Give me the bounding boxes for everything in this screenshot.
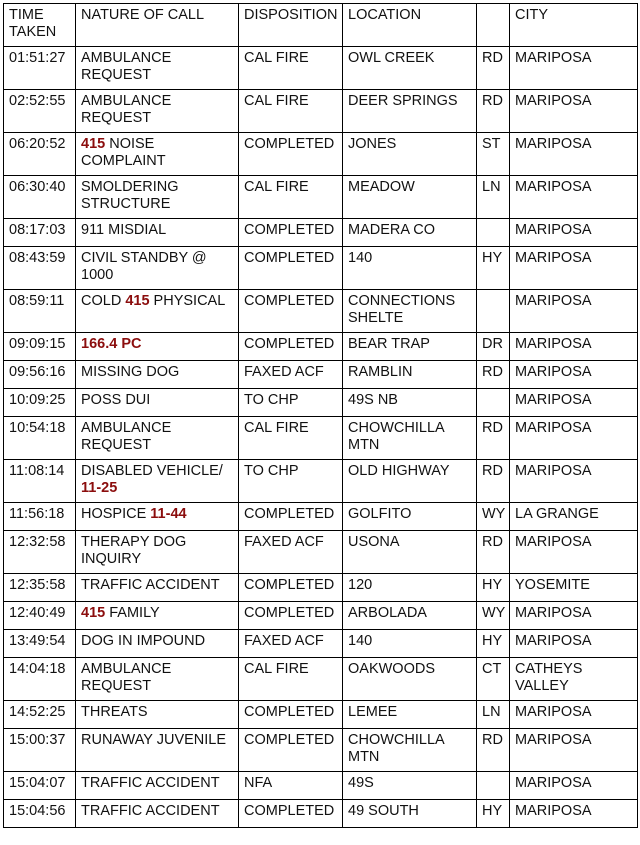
cell-street-suffix: RD <box>477 361 510 389</box>
cell-city: MARIPOSA <box>510 219 638 247</box>
nature-text: RUNAWAY JUVENILE <box>81 732 227 748</box>
nature-text: TRAFFIC ACCIDENT <box>81 775 220 791</box>
cell-street-suffix: RD <box>477 417 510 460</box>
cell-nature-of-call <box>76 90 239 133</box>
cell-city: MARIPOSA <box>510 729 638 772</box>
cell-city: MARIPOSA <box>510 389 638 417</box>
table-row <box>4 47 638 90</box>
cell-disposition: COMPLETED <box>239 602 343 630</box>
cell-nature-of-call <box>76 389 239 417</box>
cell-disposition: COMPLETED <box>239 800 343 828</box>
table-row <box>4 290 638 333</box>
table-row <box>4 602 638 630</box>
cell-time-taken: 11:08:14 <box>4 460 76 503</box>
cell-city: MARIPOSA <box>510 133 638 176</box>
cell-time-taken: 08:59:11 <box>4 290 76 333</box>
cell-nature-of-call <box>76 47 239 90</box>
cell-time-taken: 09:09:15 <box>4 333 76 361</box>
cell-city: MARIPOSA <box>510 333 638 361</box>
cell-street-suffix: RD <box>477 460 510 503</box>
cell-location: JONES <box>343 133 477 176</box>
cell-disposition: COMPLETED <box>239 219 343 247</box>
cell-time-taken: 12:32:58 <box>4 531 76 574</box>
nature-text: DOG IN IMPOUND <box>81 633 206 649</box>
cell-disposition: CAL FIRE <box>239 658 343 701</box>
cell-city: LA GRANGE <box>510 503 638 531</box>
header-city: CITY <box>510 4 638 47</box>
table-row <box>4 133 638 176</box>
nature-text: AMBULANCE REQUEST <box>81 93 172 126</box>
cell-location: 49 SOUTH <box>343 800 477 828</box>
cell-location: 49S <box>343 772 477 800</box>
cell-time-taken: 15:00:37 <box>4 729 76 772</box>
nature-text: TRAFFIC ACCIDENT <box>81 577 220 593</box>
nature-text: CIVIL STANDBY @ 1000 <box>81 250 207 283</box>
cell-location: LEMEE <box>343 701 477 729</box>
cell-street-suffix: WY <box>477 503 510 531</box>
cell-city: MARIPOSA <box>510 361 638 389</box>
cell-street-suffix: CT <box>477 658 510 701</box>
cell-street-suffix: LN <box>477 701 510 729</box>
cell-street-suffix: RD <box>477 531 510 574</box>
code-highlight: 415 <box>125 293 150 309</box>
cell-street-suffix: HY <box>477 247 510 290</box>
cell-nature-of-call <box>76 219 239 247</box>
nature-text: HOSPICE <box>81 506 151 522</box>
nature-text: AMBULANCE REQUEST <box>81 50 172 83</box>
cell-disposition: COMPLETED <box>239 729 343 772</box>
cell-disposition: FAXED ACF <box>239 630 343 658</box>
cell-location: CHOWCHILLA MTN <box>343 729 477 772</box>
cell-city: MARIPOSA <box>510 701 638 729</box>
nature-text: TRAFFIC ACCIDENT <box>81 803 220 819</box>
cell-nature-of-call <box>76 729 239 772</box>
cell-nature-of-call <box>76 630 239 658</box>
nature-text: PHYSICAL <box>149 293 226 309</box>
cell-nature-of-call <box>76 247 239 290</box>
cell-nature-of-call <box>76 800 239 828</box>
cell-nature-of-call <box>76 460 239 503</box>
cell-location: 140 <box>343 630 477 658</box>
nature-text: AMBULANCE REQUEST <box>81 420 172 453</box>
table-row <box>4 90 638 133</box>
table-row <box>4 772 638 800</box>
cell-city: MARIPOSA <box>510 247 638 290</box>
cell-time-taken: 13:49:54 <box>4 630 76 658</box>
table-row <box>4 417 638 460</box>
table-row <box>4 729 638 772</box>
table-row <box>4 219 638 247</box>
cell-nature-of-call <box>76 602 239 630</box>
cell-location: 140 <box>343 247 477 290</box>
cell-time-taken: 15:04:56 <box>4 800 76 828</box>
cell-city: MARIPOSA <box>510 417 638 460</box>
cell-street-suffix <box>477 389 510 417</box>
cell-disposition: CAL FIRE <box>239 47 343 90</box>
cell-city: YOSEMITE <box>510 574 638 602</box>
cell-time-taken: 06:20:52 <box>4 133 76 176</box>
cell-city: MARIPOSA <box>510 290 638 333</box>
code-highlight: 415 <box>81 605 106 621</box>
cell-disposition: COMPLETED <box>239 247 343 290</box>
cell-location: BEAR TRAP <box>343 333 477 361</box>
cell-city: MARIPOSA <box>510 176 638 219</box>
nature-text: COLD <box>81 293 126 309</box>
cell-city: MARIPOSA <box>510 531 638 574</box>
cell-nature-of-call <box>76 290 239 333</box>
cell-nature-of-call <box>76 503 239 531</box>
cell-disposition: TO CHP <box>239 460 343 503</box>
code-highlight: 166.4 PC <box>81 336 142 352</box>
cell-time-taken: 14:52:25 <box>4 701 76 729</box>
table-row <box>4 247 638 290</box>
cell-nature-of-call <box>76 361 239 389</box>
header-location: LOCATION <box>343 4 477 47</box>
cell-city: MARIPOSA <box>510 90 638 133</box>
nature-text: POSS DUI <box>81 392 151 408</box>
header-time-taken: TIME TAKEN <box>4 4 76 47</box>
code-highlight: 11-44 <box>150 506 187 522</box>
cell-disposition: COMPLETED <box>239 503 343 531</box>
cell-time-taken: 08:17:03 <box>4 219 76 247</box>
cell-time-taken: 06:30:40 <box>4 176 76 219</box>
cell-location: MADERA CO <box>343 219 477 247</box>
cell-time-taken: 15:04:07 <box>4 772 76 800</box>
call-log-table <box>3 3 638 828</box>
cell-nature-of-call <box>76 176 239 219</box>
cell-location: CHOWCHILLA MTN <box>343 417 477 460</box>
cell-city: MARIPOSA <box>510 630 638 658</box>
cell-disposition: COMPLETED <box>239 290 343 333</box>
cell-disposition: COMPLETED <box>239 701 343 729</box>
table-row <box>4 176 638 219</box>
nature-text: DISABLED VEHICLE/ <box>81 463 223 479</box>
cell-disposition: TO CHP <box>239 389 343 417</box>
cell-street-suffix: RD <box>477 47 510 90</box>
nature-text: FAMILY <box>105 605 160 621</box>
cell-location: RAMBLIN <box>343 361 477 389</box>
cell-disposition: FAXED ACF <box>239 531 343 574</box>
cell-city: CATHEYS VALLEY <box>510 658 638 701</box>
cell-time-taken: 11:56:18 <box>4 503 76 531</box>
header-street-suffix <box>477 4 510 47</box>
code-highlight: 11-25 <box>81 480 118 496</box>
cell-street-suffix: ST <box>477 133 510 176</box>
cell-nature-of-call <box>76 531 239 574</box>
cell-street-suffix: RD <box>477 90 510 133</box>
cell-city: MARIPOSA <box>510 47 638 90</box>
cell-nature-of-call <box>76 574 239 602</box>
cell-time-taken: 08:43:59 <box>4 247 76 290</box>
cell-street-suffix <box>477 772 510 800</box>
cell-street-suffix <box>477 219 510 247</box>
cell-street-suffix: RD <box>477 729 510 772</box>
code-highlight: 415 <box>81 136 106 152</box>
cell-street-suffix: DR <box>477 333 510 361</box>
table-row <box>4 460 638 503</box>
table-row <box>4 503 638 531</box>
nature-text: AMBULANCE REQUEST <box>81 661 172 694</box>
cell-time-taken: 09:56:16 <box>4 361 76 389</box>
cell-location: 120 <box>343 574 477 602</box>
cell-time-taken: 14:04:18 <box>4 658 76 701</box>
cell-street-suffix: HY <box>477 800 510 828</box>
cell-disposition: CAL FIRE <box>239 90 343 133</box>
cell-location: OAKWOODS <box>343 658 477 701</box>
cell-location: MEADOW <box>343 176 477 219</box>
cell-location: OWL CREEK <box>343 47 477 90</box>
table-row <box>4 333 638 361</box>
table-row <box>4 630 638 658</box>
cell-time-taken: 10:09:25 <box>4 389 76 417</box>
cell-location: 49S NB <box>343 389 477 417</box>
cell-street-suffix: LN <box>477 176 510 219</box>
cell-nature-of-call <box>76 417 239 460</box>
header-row <box>4 4 638 47</box>
nature-text: MISSING DOG <box>81 364 180 380</box>
cell-time-taken: 01:51:27 <box>4 47 76 90</box>
header-disposition: DISPOSITION <box>239 4 343 47</box>
cell-disposition: COMPLETED <box>239 133 343 176</box>
cell-disposition: COMPLETED <box>239 333 343 361</box>
cell-location: USONA <box>343 531 477 574</box>
table-row <box>4 531 638 574</box>
table-row <box>4 361 638 389</box>
cell-nature-of-call <box>76 333 239 361</box>
nature-text: THREATS <box>81 704 148 720</box>
cell-location: GOLFITO <box>343 503 477 531</box>
cell-street-suffix <box>477 290 510 333</box>
nature-text: THERAPY DOG INQUIRY <box>81 534 187 567</box>
cell-street-suffix: WY <box>477 602 510 630</box>
cell-disposition: CAL FIRE <box>239 176 343 219</box>
cell-city: MARIPOSA <box>510 602 638 630</box>
call-log-body <box>4 47 638 828</box>
cell-time-taken: 10:54:18 <box>4 417 76 460</box>
cell-time-taken: 12:40:49 <box>4 602 76 630</box>
cell-nature-of-call <box>76 772 239 800</box>
table-row <box>4 574 638 602</box>
cell-nature-of-call <box>76 133 239 176</box>
header-nature-of-call: NATURE OF CALL <box>76 4 239 47</box>
table-row <box>4 800 638 828</box>
table-row <box>4 701 638 729</box>
cell-location: OLD HIGHWAY <box>343 460 477 503</box>
cell-city: MARIPOSA <box>510 460 638 503</box>
cell-street-suffix: HY <box>477 574 510 602</box>
cell-city: MARIPOSA <box>510 800 638 828</box>
cell-location: DEER SPRINGS <box>343 90 477 133</box>
nature-text: SMOLDERING STRUCTURE <box>81 179 179 212</box>
cell-nature-of-call <box>76 658 239 701</box>
cell-disposition: COMPLETED <box>239 574 343 602</box>
cell-time-taken: 12:35:58 <box>4 574 76 602</box>
cell-disposition: FAXED ACF <box>239 361 343 389</box>
cell-disposition: NFA <box>239 772 343 800</box>
table-row <box>4 658 638 701</box>
table-row <box>4 389 638 417</box>
nature-text: 911 MISDIAL <box>81 222 167 238</box>
cell-location: CONNECTIONS SHELTE <box>343 290 477 333</box>
cell-disposition: CAL FIRE <box>239 417 343 460</box>
cell-location: ARBOLADA <box>343 602 477 630</box>
cell-street-suffix: HY <box>477 630 510 658</box>
cell-time-taken: 02:52:55 <box>4 90 76 133</box>
cell-nature-of-call <box>76 701 239 729</box>
cell-city: MARIPOSA <box>510 772 638 800</box>
nature-text: NOISE COMPLAINT <box>81 136 166 169</box>
